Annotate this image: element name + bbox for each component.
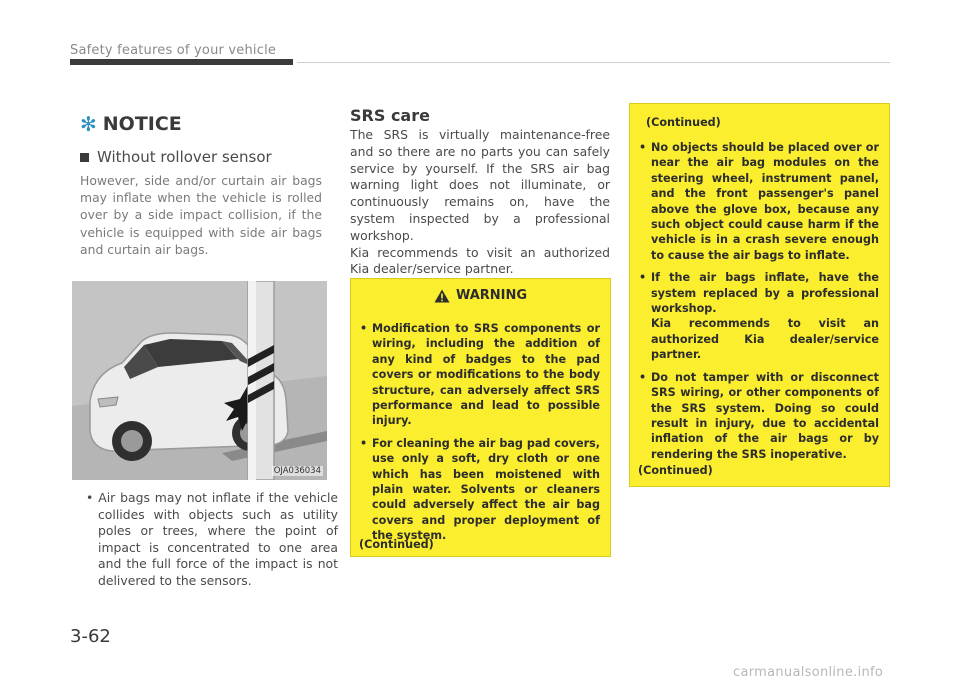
collision-illustration [72,281,327,480]
warning-triangle-icon [434,289,450,303]
page-number: 3-62 [70,626,111,647]
notice-star-icon: ✻ [80,112,97,136]
continued-item [638,140,879,263]
continued-item-text: Do not tamper with or disconnect SRS wiring, or other components of the SRS system. Doing so could result in injury, due to accidental inflation of the air bags or by rendering the SRS inoperative. [651,370,879,461]
continued-top-label: (Continued) [646,116,721,129]
continued-item-extra: Kia recommends to visit an authorized Kia dealer/service partner. [651,317,879,362]
car-pole-collision-image [72,281,327,480]
continued-list [638,140,879,469]
warning-continued-label: (Continued) [359,538,434,551]
section-title: Safety features of your vehicle [70,43,277,58]
square-bullet-icon [80,153,89,162]
warning-title: WARNING [455,288,528,303]
airbag-bullet-paragraph [84,490,338,590]
warning-item: • For cleaning the air bag pad covers, use only a soft, dry cloth or one which has been moistened with plain water. Solvents or cleaners could adversely affect the air bag covers and proper deployment of the system. [359,436,600,544]
notice-heading [80,112,182,136]
srs-care-paragraph-2: Kia recommends to visit an authorized Kia dealer/service partner. [350,244,610,277]
warning-heading [351,288,610,303]
warning-list [359,321,600,551]
srs-care-title: SRS care [350,106,430,125]
header-divider [297,62,890,63]
section-bar [70,59,293,65]
srs-care-paragraph-1: The SRS is virtually maintenance-free and so there are no parts you can safely service by yourself. If the SRS air bag warning light does not illuminate, or continuously remains on, have the system inspected by a professional workshop. [350,127,610,243]
continued-item [638,370,879,462]
continued-item-text: If the air bags inflate, have the system replaced by a professional workshop. [651,271,879,316]
airbag-bullet-text: Air bags may not inflate if the vehicle collides with objects such as utility poles or trees, where the point of impact is concentrated to one area and the full force of the impact is not delivered to the sensors. [98,490,339,588]
notice-subheading [80,148,272,166]
srs-care-body [350,127,610,278]
warning-item: • Modification to SRS components or wiring, including the addition of any kind of badges to the pad covers or modifications to the body structure, can adversely affect SRS performance and lead to possible injury. [359,321,600,429]
illustration-code: OJA036034 [273,466,321,476]
bullet-dot-icon: • [86,490,99,505]
notice-title-text: NOTICE [102,113,182,135]
notice-subheading-text: Without rollover sensor [97,148,272,166]
warning-box [350,278,611,557]
notice-paragraph: However, side and/or curtain air bags may inflate when the vehicle is rolled over by a side impact collision, if the vehicle is equipped with side air bags and curtain air bags. [80,173,322,257]
continued-bottom-label: (Continued) [638,464,713,477]
watermark-text: carmanualsonline.info [733,665,884,680]
continued-item-text: No objects should be placed over or near the air bag modules on the steering wheel, instrument panel, and the front passenger's panel above the glove box, because any such object could cause harm if the vehicle is in a crash severe enough to cause the air bags to inflate. [651,141,879,262]
continued-warning-box [629,103,890,487]
continued-item [638,270,879,362]
